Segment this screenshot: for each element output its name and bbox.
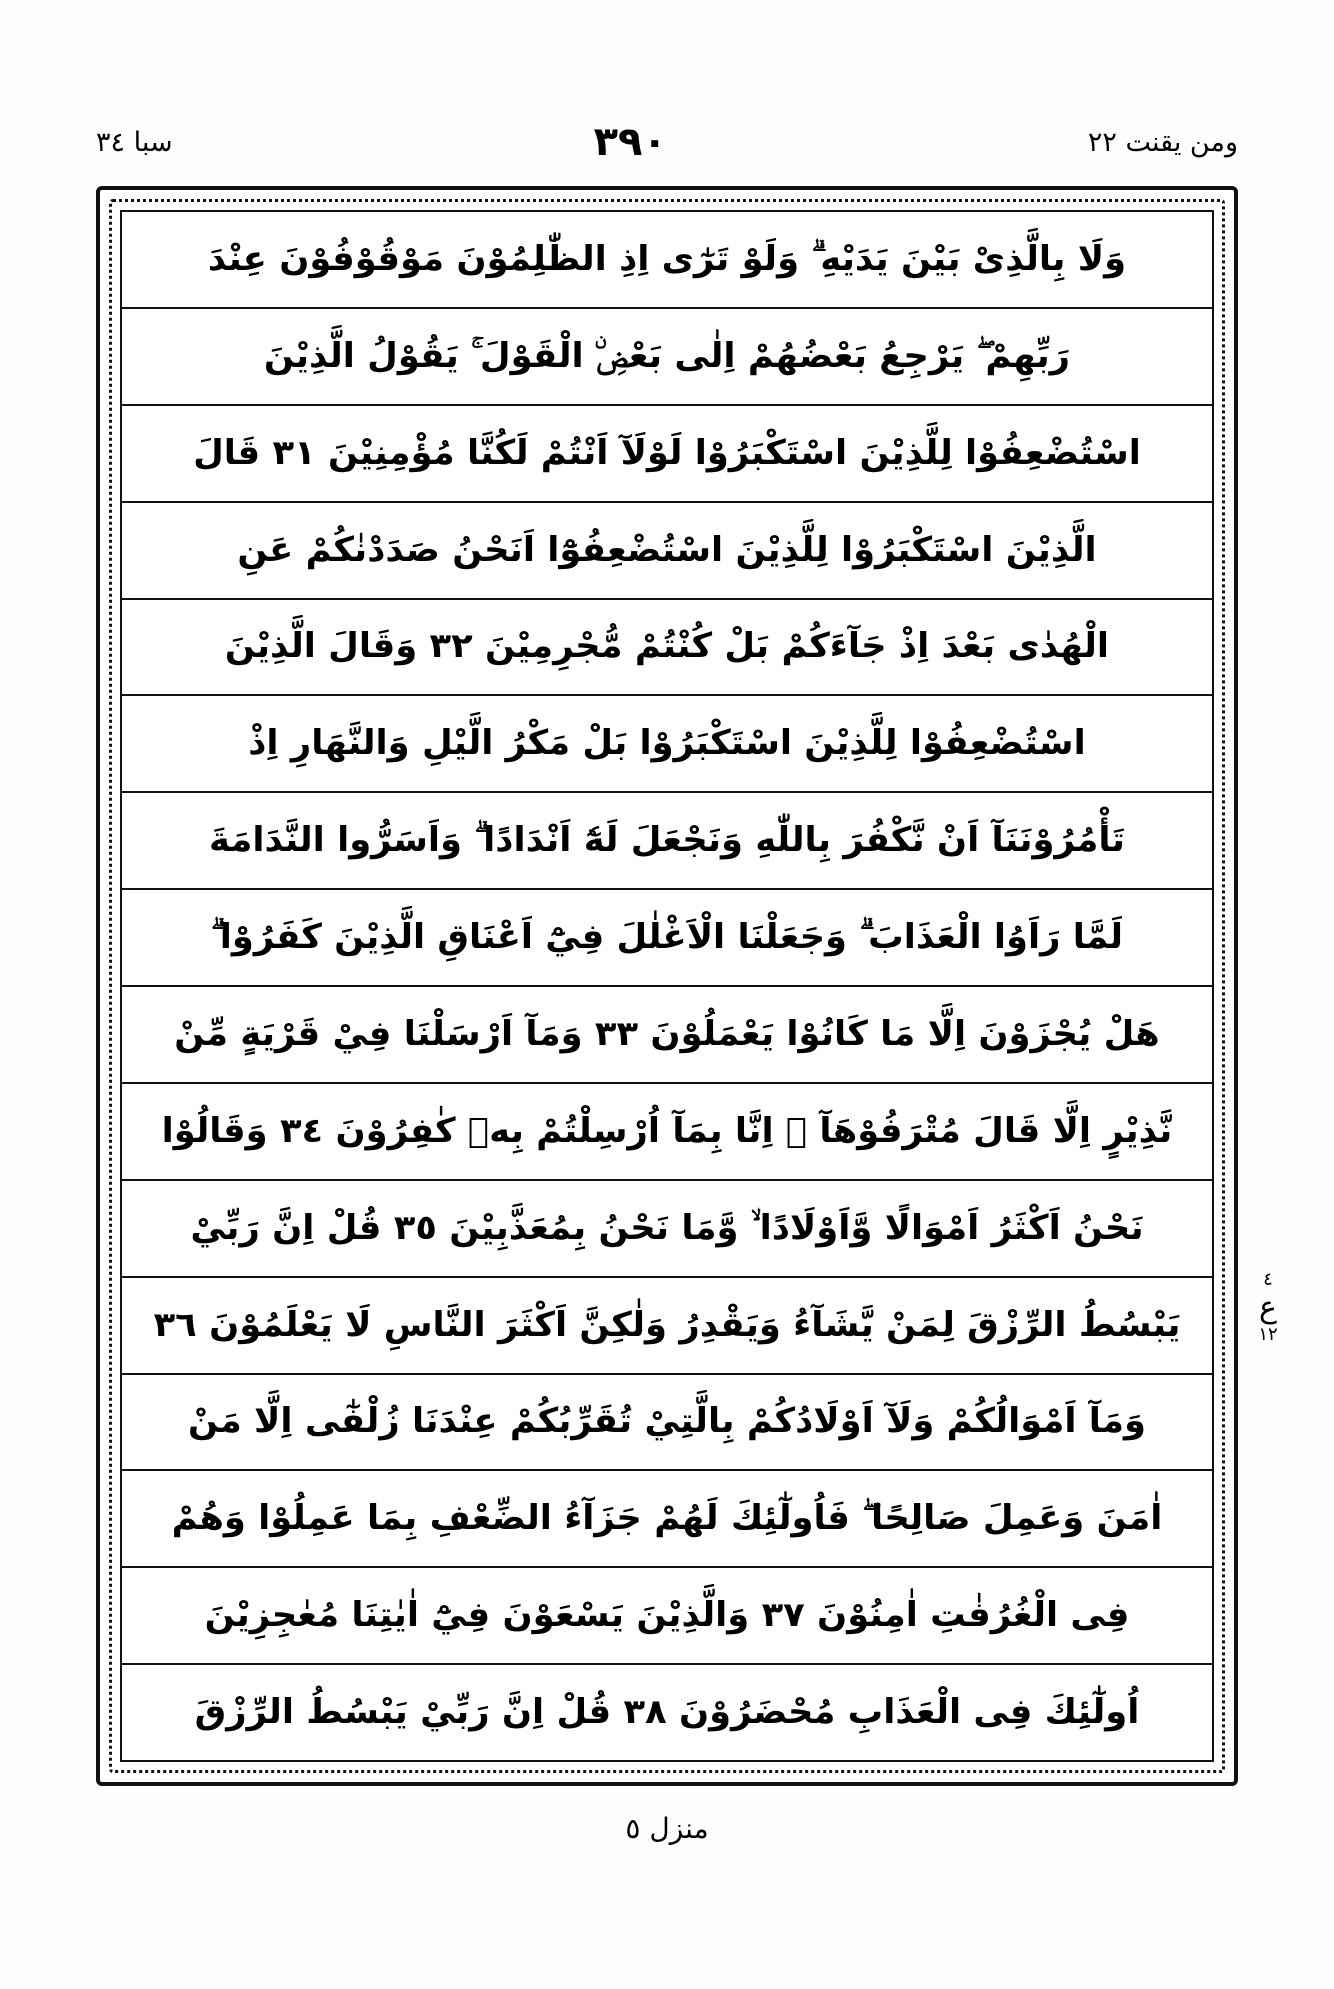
- ayah-line: [122, 793, 1212, 890]
- ruku-count-bottom: ١٢: [1258, 1324, 1278, 1346]
- ayah-text: الَّذِيْنَ اسْتَكْبَرُوْا لِلَّذِيْنَ اسْتُضْعِفُوْٓا اَنَحْنُ صَدَدْنٰكُمْ عَنِ: [237, 529, 1097, 570]
- ruku-count-top: ٤: [1263, 1269, 1273, 1290]
- ayah-text: الْهُدٰى بَعْدَ اِذْ جَآءَكُمْ بَلْ كُنْتُمْ مُّجْرِمِيْنَ ٣٢ وَقَالَ الَّذِيْنَ: [224, 626, 1110, 667]
- ayah-text: هَلْ يُجْزَوْنَ اِلَّا مَا كَانُوْا يَعْمَلُوْنَ ٣٣ وَمَآ اَرْسَلْنَا فِيْ قَرْيَةٍ مِّنْ: [174, 1013, 1160, 1054]
- ayah-line: [122, 1084, 1212, 1181]
- ayah-text: نَحْنُ اَكْثَرُ اَمْوَالًا وَّاَوْلَادًا ۙ وَّمَا نَحْنُ بِمُعَذَّبِيْنَ ٣٥ قُلْ اِنَّ رَبِّيْ: [190, 1207, 1144, 1248]
- ayah-text: اٰمَنَ وَعَمِلَ صَالِحًا ۖ فَاُولٰٓئِكَ لَهُمْ جَزَآءُ الضِّعْفِ بِمَا عَمِلُوْا وَهُمْ: [171, 1498, 1163, 1539]
- ruku-symbol-icon: ع: [1259, 1289, 1277, 1325]
- page-footer: [0, 1812, 1334, 1845]
- ayah-text: وَلَا بِالَّذِىْ بَيْنَ يَدَيْهِ ۗ وَلَوْ تَرٰٓى اِذِ الظّٰلِمُوْنَ مَوْقُوْفُوْنَ عِنْدَ: [207, 238, 1127, 279]
- ayah-line: [122, 1278, 1212, 1375]
- header-juz-label: ومن يقنت ٢٢: [1087, 126, 1238, 158]
- ayah-text: فِى الْغُرُفٰتِ اٰمِنُوْنَ ٣٧ وَالَّذِيْنَ يَسْعَوْنَ فِيْٓ اٰيٰتِنَا مُعٰجِزِيْنَ: [204, 1595, 1130, 1636]
- ayah-line: [122, 987, 1212, 1084]
- ayah-text: لَمَّا رَاَوُا الْعَذَابَ ۗ وَجَعَلْنَا الْاَغْلٰلَ فِيْٓ اَعْنَاقِ الَّذِيْنَ كَفَرُوْا ۗ: [210, 917, 1124, 958]
- ayah-line: [122, 406, 1212, 503]
- ayah-text: نَّذِيْرٍ اِلَّا قَالَ مُتْرَفُوْهَآ ۙ اِنَّا بِمَآ اُرْسِلْتُمْ بِهٖ كٰفِرُوْنَ ٣٤ وَقَالُوْا: [161, 1110, 1173, 1151]
- ayah-text: تَأْمُرُوْنَنَآ اَنْ نَّكْفُرَ بِاللّٰهِ وَنَجْعَلَ لَهٗٓ اَنْدَادًا ۗ وَاَسَرُّوا النَّدَامَةَ: [209, 820, 1125, 861]
- ayah-line: [122, 890, 1212, 987]
- ruku-marker: [1246, 1270, 1290, 1346]
- text-frame-dotted-border: [109, 199, 1225, 1773]
- page-header: [96, 118, 1238, 166]
- ayah-text: وَمَآ اَمْوَالُكُمْ وَلَآ اَوْلَادُكُمْ بِالَّتِيْ تُقَرِّبُكُمْ عِنْدَنَا زُلْفٰٓى اِلَّا مَنْ: [188, 1401, 1146, 1442]
- ayah-line: [122, 600, 1212, 697]
- ayah-line: [122, 1181, 1212, 1278]
- ayah-line: [122, 1568, 1212, 1665]
- ayah-lines-container: [120, 210, 1214, 1762]
- header-surah-label: سبا ٣٤: [96, 126, 173, 158]
- page-number: ٣٩٠: [593, 119, 667, 165]
- ayah-text: اسْتُضْعِفُوْا لِلَّذِيْنَ اسْتَكْبَرُوْا بَلْ مَكْرُ الَّيْلِ وَالنَّهَارِ اِذْ: [248, 723, 1086, 764]
- text-frame: [96, 186, 1238, 1786]
- ayah-line: [122, 309, 1212, 406]
- ayah-line: [122, 1471, 1212, 1568]
- ayah-line: [122, 696, 1212, 793]
- ayah-text: رَبِّهِمْ ۖ يَرْجِعُ بَعْضُهُمْ اِلٰى بَعْضِۨ الْقَوْلَ ۚ يَقُوْلُ الَّذِيْنَ: [263, 335, 1071, 376]
- ayah-text: يَبْسُطُ الرِّزْقَ لِمَنْ يَّشَآءُ وَيَقْدِرُ وَلٰكِنَّ اَكْثَرَ النَّاسِ لَا يَعْلَمُوْنَ ٣٦: [153, 1304, 1181, 1345]
- manzil-label: منزل ٥: [625, 1812, 709, 1845]
- ayah-line: [122, 1375, 1212, 1472]
- ayah-text: اسْتُضْعِفُوْا لِلَّذِيْنَ اسْتَكْبَرُوْا لَوْلَآ اَنْتُمْ لَكُنَّا مُؤْمِنِيْنَ ٣١ قَالَ: [193, 432, 1141, 473]
- ayah-text: اُولٰٓئِكَ فِى الْعَذَابِ مُحْضَرُوْنَ ٣٨ قُلْ اِنَّ رَبِّيْ يَبْسُطُ الرِّزْقَ: [194, 1692, 1140, 1733]
- ayah-line: [122, 212, 1212, 309]
- ayah-line: [122, 1665, 1212, 1760]
- ayah-line: [122, 503, 1212, 600]
